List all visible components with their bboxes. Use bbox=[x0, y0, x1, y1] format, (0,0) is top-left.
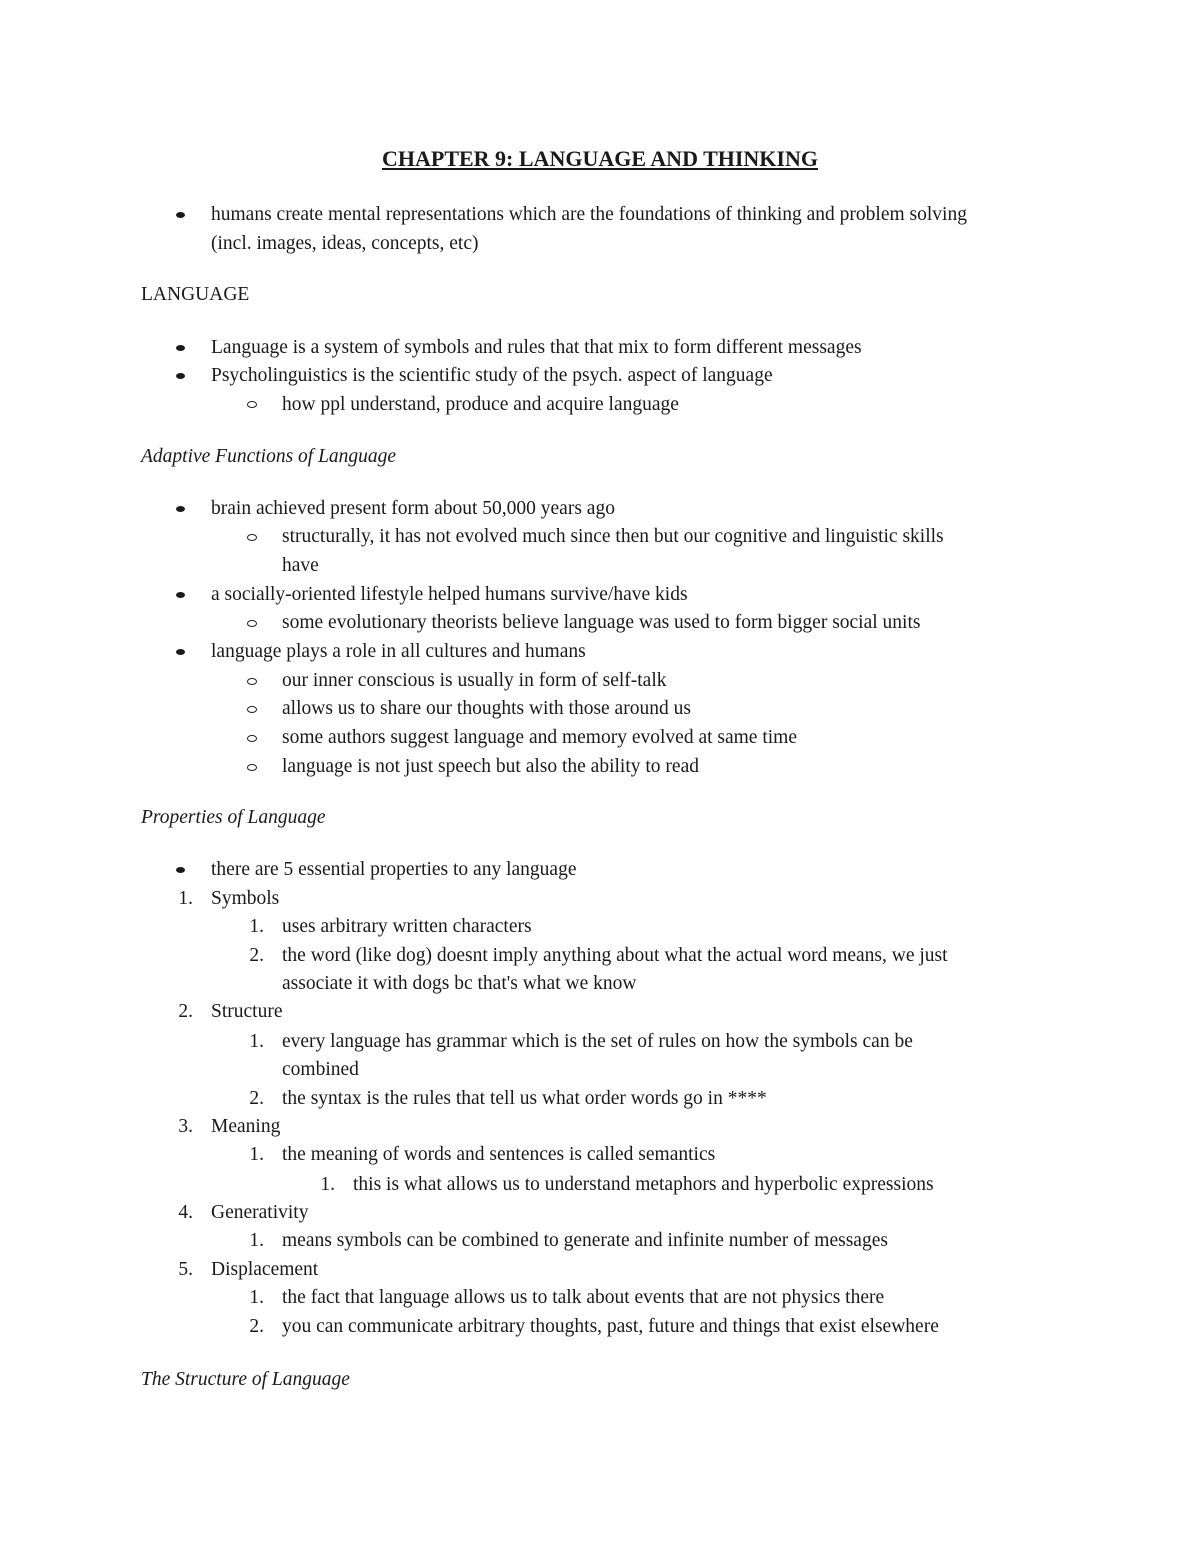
bullet-circle-icon bbox=[247, 764, 257, 771]
list-item: Language is a system of symbols and rules that that mix to form different messages bbox=[211, 337, 862, 358]
list-item: a socially-oriented lifestyle helped humans survive/have kids bbox=[211, 584, 688, 605]
sub-numbered-item: means symbols can be combined to generate and infinite number of messages bbox=[282, 1230, 888, 1251]
list-number: 1. bbox=[320, 1174, 335, 1195]
sub-numbered-item: the word (like dog) doesnt imply anything about what the actual word means, we just bbox=[282, 945, 948, 966]
list-item: Psycholinguistics is the scientific study of the psych. aspect of language bbox=[211, 365, 773, 386]
sub-list-item: structurally, it has not evolved much since then but our cognitive and linguistic skills bbox=[282, 526, 944, 547]
sub-list-item-continuation: have bbox=[282, 555, 319, 576]
list-number: 1. bbox=[249, 1144, 264, 1165]
bullet-circle-icon bbox=[247, 678, 257, 685]
sub-numbered-item: you can communicate arbitrary thoughts, past, future and things that exist elsewhere bbox=[282, 1316, 939, 1337]
list-number: 2. bbox=[249, 1316, 264, 1337]
sub-sub-numbered-item: this is what allows us to understand metaphors and hyperbolic expressions bbox=[353, 1174, 934, 1195]
list-item: there are 5 essential properties to any language bbox=[211, 859, 577, 880]
bullet-dot-icon bbox=[176, 212, 185, 218]
list-item: humans create mental representations which are the foundations of thinking and problem solving bbox=[211, 204, 967, 225]
numbered-item-structure: Structure bbox=[211, 1001, 283, 1022]
bullet-dot-icon bbox=[176, 867, 185, 873]
list-number: 4. bbox=[178, 1202, 193, 1223]
section-heading-language: LANGUAGE bbox=[141, 284, 250, 305]
list-number: 1. bbox=[249, 1287, 264, 1308]
list-number: 1. bbox=[249, 916, 264, 937]
list-number: 1. bbox=[249, 1031, 264, 1052]
sub-list-item: some authors suggest language and memory evolved at same time bbox=[282, 727, 797, 748]
list-number: 2. bbox=[249, 1088, 264, 1109]
list-number: 5. bbox=[178, 1259, 193, 1280]
bullet-dot-icon bbox=[176, 649, 185, 655]
numbered-item-meaning: Meaning bbox=[211, 1116, 281, 1137]
sub-list-item: how ppl understand, produce and acquire language bbox=[282, 394, 679, 415]
numbered-item-generativity: Generativity bbox=[211, 1202, 309, 1223]
bullet-dot-icon bbox=[176, 373, 185, 379]
sub-list-item: language is not just speech but also the ability to read bbox=[282, 756, 699, 777]
list-item-continuation: (incl. images, ideas, concepts, etc) bbox=[211, 233, 479, 254]
bullet-circle-icon bbox=[247, 401, 257, 408]
sub-numbered-item: the meaning of words and sentences is called semantics bbox=[282, 1144, 716, 1165]
bullet-dot-icon bbox=[176, 506, 185, 512]
section-heading-properties: Properties of Language bbox=[141, 807, 326, 828]
list-number: 1. bbox=[249, 1230, 264, 1251]
list-item: language plays a role in all cultures and humans bbox=[211, 641, 586, 662]
sub-list-item: our inner conscious is usually in form of self-talk bbox=[282, 670, 667, 691]
bullet-circle-icon bbox=[247, 534, 257, 541]
list-number: 3. bbox=[178, 1116, 193, 1137]
bullet-dot-icon bbox=[176, 345, 185, 351]
numbered-item-displacement: Displacement bbox=[211, 1259, 319, 1280]
list-number: 2. bbox=[249, 945, 264, 966]
list-item: brain achieved present form about 50,000 years ago bbox=[211, 498, 615, 519]
section-heading-adaptive-functions: Adaptive Functions of Language bbox=[141, 446, 397, 467]
sub-numbered-item: uses arbitrary written characters bbox=[282, 916, 532, 937]
sub-numbered-item-continuation: combined bbox=[282, 1059, 359, 1080]
list-number: 2. bbox=[178, 1001, 193, 1022]
sub-numbered-item: the fact that language allows us to talk about events that are not physics there bbox=[282, 1287, 885, 1308]
page-title: CHAPTER 9: LANGUAGE AND THINKING bbox=[382, 146, 818, 171]
section-heading-structure: The Structure of Language bbox=[141, 1369, 350, 1390]
bullet-circle-icon bbox=[247, 620, 257, 627]
bullet-circle-icon bbox=[247, 735, 257, 742]
sub-numbered-item-continuation: associate it with dogs bc that's what we know bbox=[282, 973, 637, 994]
list-number: 1. bbox=[178, 888, 193, 909]
sub-numbered-item: the syntax is the rules that tell us what order words go in **** bbox=[282, 1088, 767, 1109]
sub-numbered-item: every language has grammar which is the set of rules on how the symbols can be bbox=[282, 1031, 913, 1052]
bullet-circle-icon bbox=[247, 706, 257, 713]
sub-list-item: allows us to share our thoughts with those around us bbox=[282, 698, 691, 719]
bullet-dot-icon bbox=[176, 592, 185, 598]
numbered-item-symbols: Symbols bbox=[211, 888, 280, 909]
sub-list-item: some evolutionary theorists believe language was used to form bigger social units bbox=[282, 612, 921, 633]
